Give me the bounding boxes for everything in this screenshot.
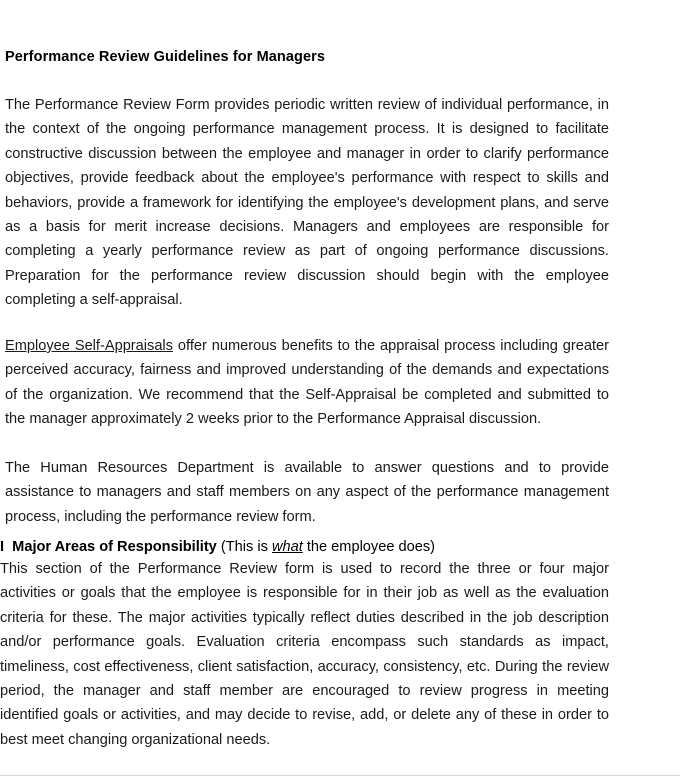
section-paren-open: (This is	[216, 539, 272, 555]
paragraph-hr-department-block	[5, 456, 609, 529]
paragraph-intro-block	[5, 93, 609, 313]
paragraph-self-appraisal-block	[5, 334, 609, 432]
section-paren-close: the employee does)	[302, 539, 436, 555]
paragraph-self-appraisal	[5, 334, 609, 432]
paragraph-intro: The Performance Review Form provides periodic written review of individual performance, in the context of the ongoing performance management process. It is designed to facilitate constructive discussion between the employee and manager in order to clarify performance objectives, provide feedback about the employee's performance with respect to skills and behaviors, provide a framework for identifying the employee's development plans, and serve as a basis for merit increase decisions. Managers and employees are responsible for completing a yearly performance review as part of ongoing performance discussions. Preparation for the performance review discussion should begin with the employee completing a self-appraisal.	[5, 97, 609, 309]
paragraph-hr-department: The Human Resources Department is available to answer questions and to provide assistance to managers and staff members on any aspect of the performance management process, including the performance review form.	[5, 460, 609, 525]
self-appraisals-underlined-term: Employee Self-Appraisals	[5, 338, 173, 354]
section-numeral: I	[0, 539, 5, 555]
page-title: Performance Review Guidelines for Managers	[5, 49, 326, 65]
section-title: Major Areas of Responsibility	[12, 539, 217, 555]
section-heading-major-areas	[0, 535, 610, 559]
paragraph-major-areas: This section of the Performance Review form is used to record the three or four major activities or goals that the employee is responsible for in their job as well as the evaluation criteria for these. The major activities typically reflect duties described in the job description and/or performance goals. Evaluation criteria encompass such standards as impact, timeliness, cost effectiveness, client satisfaction, accuracy, consistency, etc. During the review period, the manager and staff member are encouraged to review progress in meeting identified goals or activities, and may decide to revise, add, or delete any of these in order to best meet changing organizational needs.	[0, 561, 609, 748]
self-appraisals-text: offer numerous benefits to the appraisal process including greater perceived accuracy, fairness and improved understanding of the demands and expectations of the organization. We recommend that the Self-Appraisal be completed and submitted to the manager approximately 2 weeks prior to the Performance Appraisal discussion.	[5, 338, 609, 428]
paragraph-major-areas-block	[0, 557, 609, 752]
section-emphasis-what: what	[271, 539, 303, 555]
